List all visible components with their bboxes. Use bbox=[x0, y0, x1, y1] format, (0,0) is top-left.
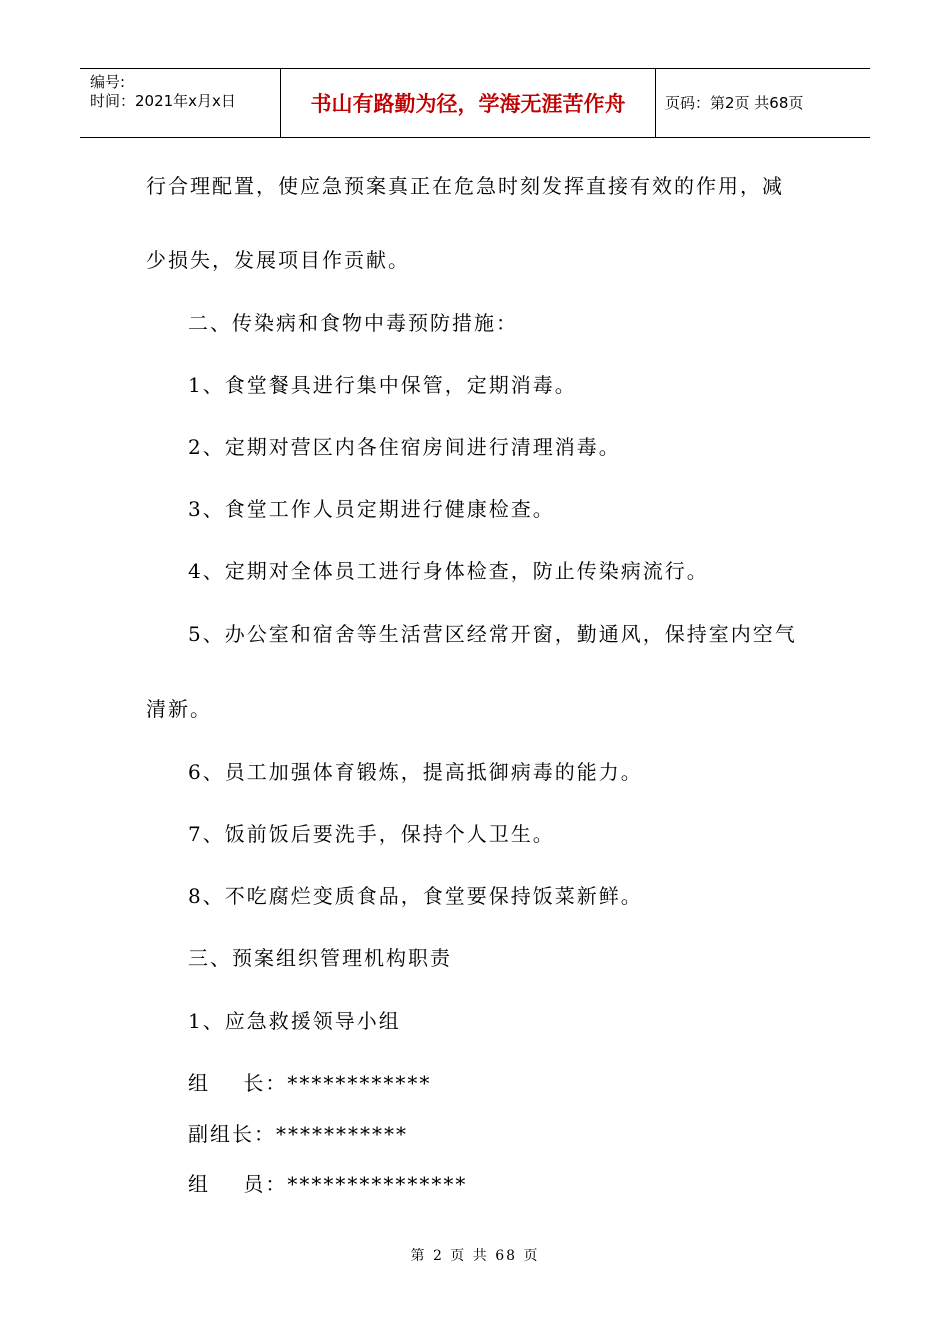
list-item: 1、食堂餐具进行集中保管，定期消毒。 bbox=[188, 373, 577, 397]
document-date-label: 时间：2021年x月x日 bbox=[90, 92, 236, 110]
document-header bbox=[80, 68, 870, 138]
body-line: 少损失，发展项目作贡献。 bbox=[146, 248, 410, 272]
header-page-cell bbox=[655, 69, 870, 137]
header-slogan-cell bbox=[280, 69, 656, 137]
team-deputy-line: 副组长：*********** bbox=[188, 1122, 408, 1146]
page-footer: 第 2 页 共 68 页 bbox=[410, 1248, 540, 1264]
document-number-label: 编号: bbox=[90, 73, 126, 91]
team-member-line: 组 员：*************** bbox=[188, 1172, 468, 1196]
section-heading: 三、预案组织管理机构职责 bbox=[188, 946, 452, 970]
header-meta-cell bbox=[80, 69, 280, 137]
list-item: 4、定期对全体员工进行身体检查，防止传染病流行。 bbox=[188, 559, 709, 583]
list-item: 5、办公室和宿舍等生活营区经常开窗，勤通风，保持室内空气 bbox=[188, 622, 797, 646]
body-line: 行合理配置，使应急预案真正在危急时刻发挥直接有效的作用，减 bbox=[146, 174, 784, 198]
list-item: 3、食堂工作人员定期进行健康检查。 bbox=[188, 497, 555, 521]
header-page-info: 页码：第2页 共68页 bbox=[665, 94, 804, 112]
list-item: 6、员工加强体育锻炼，提高抵御病毒的能力。 bbox=[188, 760, 643, 784]
list-item: 2、定期对营区内各住宿房间进行清理消毒。 bbox=[188, 435, 621, 459]
team-leader-line: 组 长：************ bbox=[188, 1071, 432, 1095]
body-line: 清新。 bbox=[146, 697, 212, 721]
header-slogan: 书山有路勤为径，学海无涯苦作舟 bbox=[310, 92, 626, 116]
list-item: 8、不吃腐烂变质食品，食堂要保持饭菜新鲜。 bbox=[188, 884, 643, 908]
list-item: 1、应急救援领导小组 bbox=[188, 1009, 401, 1033]
section-heading: 二、传染病和食物中毒预防措施： bbox=[188, 311, 518, 335]
list-item: 7、饭前饭后要洗手，保持个人卫生。 bbox=[188, 822, 555, 846]
